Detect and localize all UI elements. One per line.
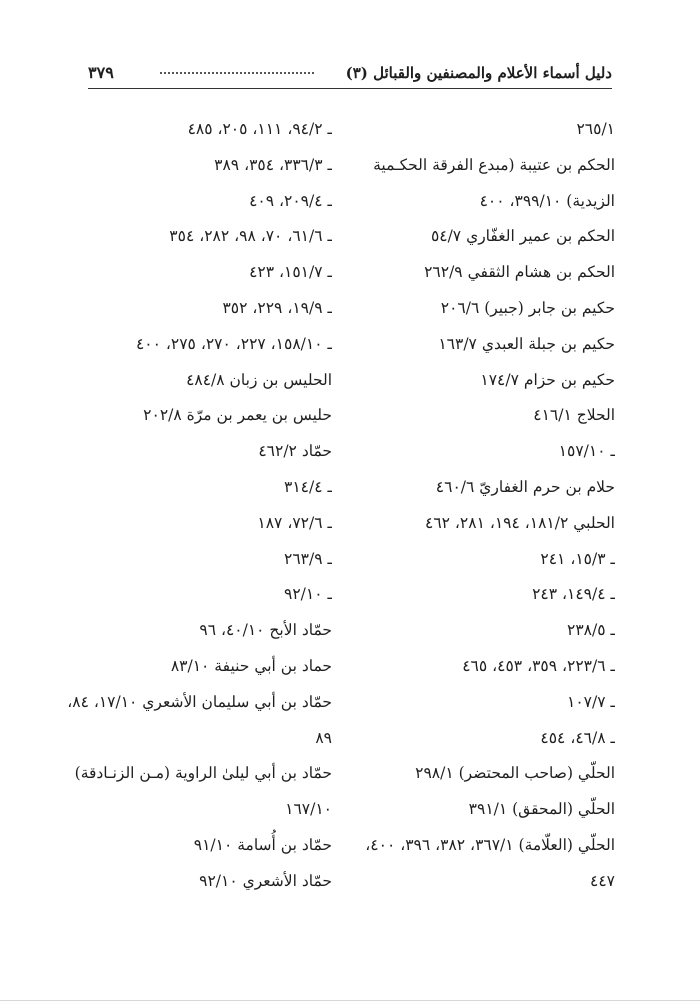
index-entry: ـ ٢٠٩/٤، ٤٠٩	[249, 191, 332, 210]
index-column-left	[42, 112, 332, 900]
index-entry: ـ ١٥/٣، ٢٤١	[540, 549, 615, 568]
page-number: ٣٧٩	[88, 63, 114, 82]
index-entry: حمّاد بن أُسامة ٩١/١٠	[193, 835, 332, 854]
index-entry: الحلاج ٤١٦/١	[533, 406, 615, 425]
index-entry: حلام بن حرم الغفاريّ ٤٦٠/٦	[435, 477, 615, 496]
index-entry: ـ ١٥١/٧، ٤٢٣	[249, 263, 332, 282]
index-entry: ـ ٣١٤/٤	[284, 477, 332, 496]
index-entry: ٨٩	[315, 728, 332, 747]
index-entry: ـ ٢٢٣/٦، ٣٥٩، ٤٥٣، ٤٦٥	[462, 656, 615, 675]
index-entry: حكيم بن جبلة العبدي ١٦٣/٧	[438, 334, 615, 353]
index-entry: ـ ٢٦٣/٩	[284, 549, 332, 568]
index-entry: حمّاد بن أبي ليلىٰ الراوية (مـن الزنـادقة)	[74, 764, 332, 783]
index-entry: ٤٤٧	[590, 871, 615, 890]
index-entry: ـ ٩٢/١٠	[284, 585, 332, 604]
index-entry: الحلّي (صاحب المحتضر) ٢٩٨/١	[415, 764, 615, 783]
index-entry: حكيم بن جابر (جبير) ٢٠٦/٦	[440, 298, 615, 317]
index-entry: حمّاد الأشعري ٩٢/١٠	[199, 871, 332, 890]
index-entry: ـ ١٥٨/١٠، ٢٢٧، ٢٧٠، ٢٧٥، ٤٠٠	[135, 334, 332, 353]
index-entry: ـ ١٩/٩، ٢٢٩، ٣٥٢	[222, 298, 332, 317]
index-entry: الحكم بن عتيبة (مبدع الفرقة الحكـمية	[373, 155, 615, 174]
index-entry: الحلّي (المحقق) ٣٩١/١	[468, 800, 615, 819]
header-dot-leader	[160, 72, 314, 74]
index-entry: الحلّي (العلّامة) ٣٦٧/١، ٣٨٢، ٣٩٦، ٤٠٠،	[365, 835, 615, 854]
index-entry: ـ ١٠٧/٧	[567, 692, 615, 711]
index-entry: ـ ٦١/٦، ٧٠، ٩٨، ٢٨٢، ٣٥٤	[169, 227, 332, 246]
index-entry: حمّاد بن أبي سليمان الأشعري ١٧/١٠، ٨٤،	[67, 692, 332, 711]
index-entry: الحليس بن زبان ٤٨٤/٨	[186, 370, 332, 389]
index-entry: الزيدية) ٣٩٩/١٠، ٤٠٠	[479, 191, 615, 210]
index-entry: ـ ١٤٩/٤، ٢٤٣	[532, 585, 615, 604]
index-entry: حليس بن يعمر بن مرّة ٢٠٢/٨	[143, 406, 332, 425]
page-header	[88, 60, 612, 89]
index-entry: حكيم بن حزام ١٧٤/٧	[480, 370, 615, 389]
index-entry: ـ ١٥٧/١٠	[558, 442, 615, 461]
index-entry: الحكم بن عمير الغفّاري ٥٤/٧	[430, 227, 615, 246]
page-bottom-edge	[0, 1000, 700, 1005]
index-entry: ـ ٤٦/٨، ٤٥٤	[540, 728, 615, 747]
index-entry: حماد بن أبي حنيفة ٨٣/١٠	[170, 656, 332, 675]
index-entry: ـ ٧٢/٦، ١٨٧	[257, 513, 332, 532]
running-title: دليل أسماء الأعلام والمصنفين والقبائل (٣)	[345, 64, 612, 82]
index-entry: ـ ٢٣٨/٥	[567, 621, 615, 640]
index-entry: ـ ٩٤/٢، ١١١، ٢٠٥، ٤٨٥	[187, 120, 332, 138]
index-entry: الحكم بن هشام الثقفي ٢٦٢/٩	[424, 263, 615, 282]
index-entry: حمّاد الأبح ٤٠/١٠، ٩٦	[199, 621, 332, 640]
index-entry: ١٦٧/١٠	[285, 800, 332, 819]
index-entry: ٢٦٥/١	[576, 120, 615, 138]
index-entry: الحلبي ١٨١/٢، ١٩٤، ٢٨١، ٤٦٢	[425, 513, 615, 532]
index-entry: حمّاد ٤٦٢/٢	[258, 442, 332, 461]
index-column-right	[325, 112, 615, 900]
index-entry: ـ ٣٣٦/٣، ٣٥٤، ٣٨٩	[214, 155, 332, 174]
